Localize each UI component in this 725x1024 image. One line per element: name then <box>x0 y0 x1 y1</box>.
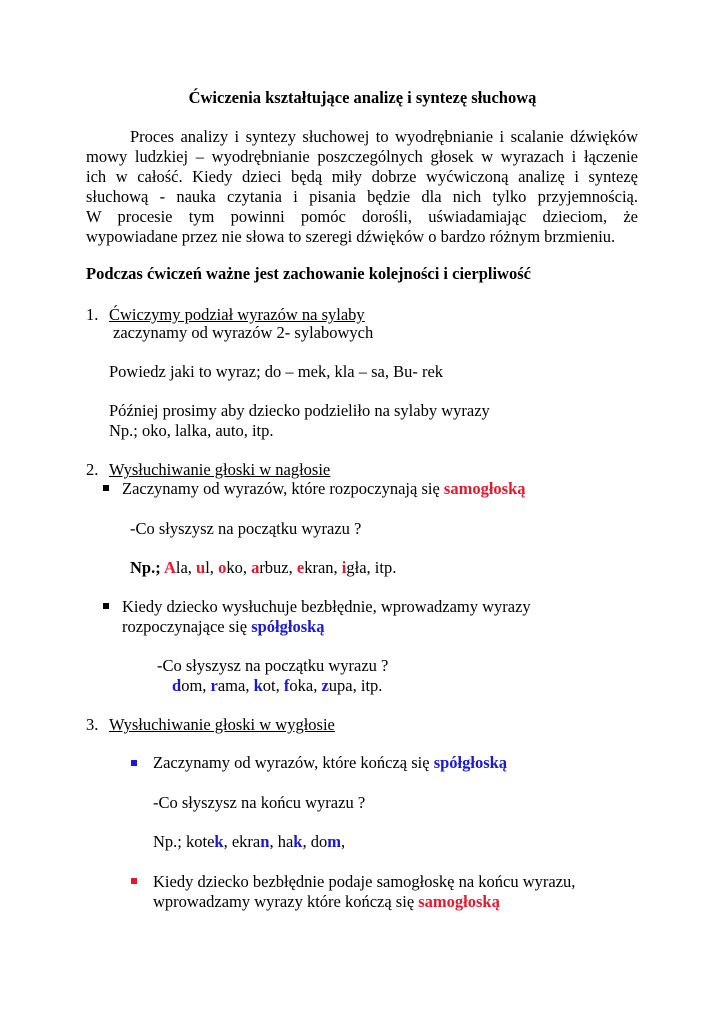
example-word-rest: om, <box>181 676 211 695</box>
example-word-rest: ama, <box>217 676 254 695</box>
highlight-letter: o <box>218 558 227 577</box>
intro-line-4: słuchową - nauka czytania i pisania będzie dla nich tylko przyjemnością. <box>86 187 638 206</box>
highlight-letter: i <box>341 558 347 577</box>
section-2-heading: Wysłuchiwanie głoski w nagłosie <box>109 460 331 479</box>
section-1-line-2: Powiedz jaki to wyraz; do – mek, kla – sa, Bu- rek <box>109 362 444 381</box>
example-word-rest: ot, <box>262 676 284 695</box>
intro-line-5: W procesie tym powinni pomóc dorośli, uświadamiając dzieciom, że <box>86 207 638 226</box>
highlight-letter: a <box>251 558 260 577</box>
bullet-square-icon <box>131 760 137 766</box>
example-label: Np.; <box>130 558 164 577</box>
section-2-bullet-2-line-2: rozpoczynające się spółgłoską <box>122 617 325 636</box>
example-word-rest: l, <box>205 558 219 577</box>
example-word-end: , <box>269 832 278 851</box>
highlight-letter: d <box>172 676 182 695</box>
highlight-letter: n <box>260 832 270 851</box>
example-word-start: do <box>310 832 328 851</box>
section-3-example <box>153 832 345 852</box>
highlight-letter: z <box>321 676 329 695</box>
highlight-consonant: spółgłoską <box>433 753 508 772</box>
highlight-vowel: samogłoską <box>443 479 526 498</box>
section-1-line-1: zaczynamy od wyrazów 2- sylabowych <box>113 323 374 342</box>
section-2-bullet-2-line-1: Kiedy dziecko wysłuchuje bezbłędnie, wprowadzamy wyrazy <box>122 597 531 616</box>
highlight-vowel: samogłoską <box>418 892 500 911</box>
section-1-line-3: Później prosimy aby dziecko podzieliło na sylaby wyrazy <box>109 401 490 420</box>
highlight-letter: k <box>253 676 263 695</box>
example-word-end: , <box>223 832 232 851</box>
example-word-end: , <box>302 832 311 851</box>
example-word-start: ha <box>277 832 294 851</box>
example-word-rest: la, <box>175 558 197 577</box>
highlight-letter: A <box>163 558 176 577</box>
example-word-rest: upa, itp. <box>328 676 383 695</box>
section-1-line-4: Np.; oko, lalka, auto, itp. <box>109 421 274 440</box>
section-3-heading: Wysłuchiwanie głoski w wygłosie <box>109 715 335 734</box>
example-word-rest: oka, <box>289 676 322 695</box>
highlight-consonant: spółgłoską <box>251 617 325 636</box>
example-word-rest: kran, <box>304 558 342 577</box>
important-note: Podczas ćwiczeń ważne jest zachowanie kolejności i cierpliwość <box>86 264 531 283</box>
section-2-example-1 <box>130 558 396 578</box>
section-3-bullet-1: Zaczynamy od wyrazów, które kończą się spółgłoską <box>153 753 508 772</box>
highlight-letter: k <box>293 832 303 851</box>
intro-line-3: ich w całość. Kiedy dzieci będą miły dobrze wyćwiczoną analizę i syntezę <box>86 167 638 186</box>
section-1-number: 1. <box>86 305 99 324</box>
example-word-start: kote <box>186 832 215 851</box>
section-2-example-2 <box>172 676 382 696</box>
example-word-end: , <box>340 832 346 851</box>
section-3-question-1: -Co słyszysz na końcu wyrazu ? <box>153 793 366 812</box>
example-word-rest: ko, <box>226 558 252 577</box>
bullet-square-icon <box>103 603 109 609</box>
intro-line-1: Proces analizy i syntezy słuchowej to wyodrębnianie i scalanie dźwięków <box>130 127 638 146</box>
section-2-question-2: -Co słyszysz na początku wyrazu ? <box>157 656 389 675</box>
highlight-letter: m <box>327 832 341 851</box>
bullet-square-icon <box>103 485 109 491</box>
example-word-rest: gła, itp. <box>346 558 397 577</box>
page-title: Ćwiczenia kształtujące analizę i syntezę słuchową <box>188 88 537 107</box>
section-3-bullet-2-line-2: wprowadzamy wyrazy które kończą się samogłoską <box>153 892 500 911</box>
section-1-heading: Ćwiczymy podział wyrazów na sylaby <box>109 305 365 324</box>
intro-line-2: mowy ludzkiej – wyodrębnianie poszczególnych głosek w wyrazach i łączenie <box>86 147 638 166</box>
highlight-letter: k <box>214 832 224 851</box>
section-3-bullet-2-line-1: Kiedy dziecko bezbłędnie podaje samogłoskę na końcu wyrazu, <box>153 872 576 891</box>
bullet-square-icon <box>131 878 137 884</box>
section-2-bullet-1: Zaczynamy od wyrazów, które rozpoczynają się samogłoską <box>122 479 526 498</box>
example-word-rest: rbuz, <box>259 558 297 577</box>
example-label: Np.; <box>153 832 186 851</box>
intro-line-6: wypowiadane przez nie słowa to szeregi dźwięków o bardzo różnym brzmieniu. <box>86 227 616 246</box>
section-2-question-1: -Co słyszysz na początku wyrazu ? <box>130 519 362 538</box>
highlight-letter: f <box>283 676 290 695</box>
section-3-number: 3. <box>86 715 99 734</box>
highlight-letter: u <box>196 558 206 577</box>
highlight-letter: r <box>210 676 218 695</box>
section-2-number: 2. <box>86 460 99 479</box>
example-word-start: ekra <box>231 832 261 851</box>
highlight-letter: e <box>296 558 305 577</box>
